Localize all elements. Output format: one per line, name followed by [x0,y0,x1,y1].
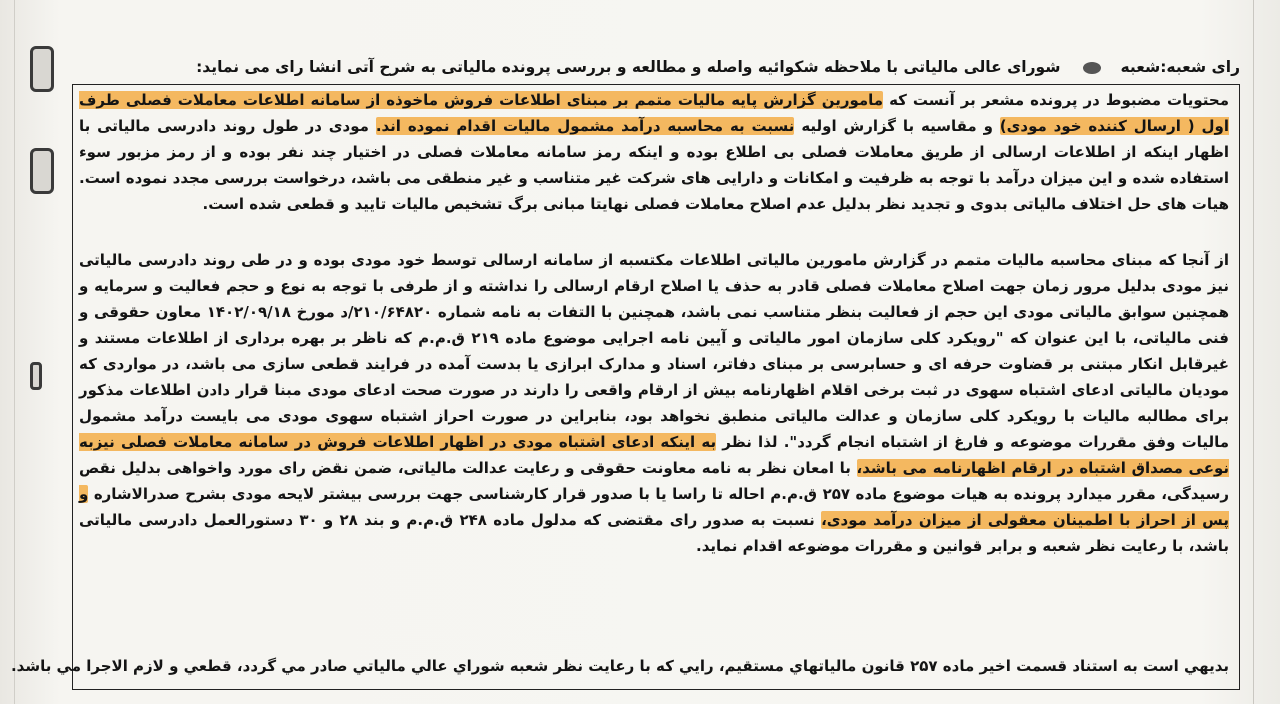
text-segment: از آنجا که مبنای محاسبه مالیات متمم در گزارش مامورین مالیاتی اطلاعات مکتسبه از سامانه ارسالی توسط خود مودی بوده و در طی روند دادرسی مالیاتی نیز مودی بدلیل مرور زمان جهت اصلاح معاملات فصلی قادر به حذف یا اصلاح ارقام ارسالی را نداشته و از طرفی با توجه به نوع و حجم فعالیت و سرمایه و همچنین سوابق مالیاتی مودی این حجم از فعالیت بنظر متناسب نمی باشد، همچنین با التفات به نامه شماره ۲۱۰/۶۴۸۲۰/د مورخ ۱۴۰۲/۰۹/۱۸ معاون حقوقی و فنی مالیاتی، با این عنوان که "رویکرد کلی سازمان امور مالیاتی و آیین نامه اجرایی موضوع ماده ۲۱۹ ق.م.م که ناظر بر بهره برداری از اطلاعات مستند و غیرقابل انکار مبتنی بر قضاوت حرفه ای و حسابرسی بر مبنای دفاتر، اسناد و مدارک ابرازی یا بدست آمده در فرایند قطعی سازی می باشد، در مواردی که مودیان مالیاتی ادعای اشتباه سهوی در ثبت برخی اقلام اظهارنامه بیش از ارقام واقعی را دارند در صورت صحت ادعای مودی مبنا قرار دادن اطلاعات مذکور برای مطالبه مالیات با رویکرد کلی سازمان و عدالت مالیاتی منطبق نخواهد بود، بنابراین در صورت احراز اشتباه سهوی مودی می بایست درآمد مشمول مالیات وفق مقررات موضوعه و فارغ از اشتباه انجام گردد". لذا نظر [79,251,1229,451]
binder-hole-icon [30,148,54,194]
ruling-text-box [10,84,1240,690]
paragraph-facts [79,87,1229,217]
text-segment: و مقاسیه با گزارش اولیه [794,117,1000,135]
highlighted-text: مامورین گزارش پایه مالیات متمم بر مبنای اطلاعات فروش ماخوذه از سامانه اطلاعات معاملات فصلی طرف اول ( ارسال کننده خود مودی) [79,91,1229,135]
ruling-header [60,50,1240,84]
text-segment: مودی در طول روند دادرسی مالیاتی با اظهار اینکه از اطلاعات ارسالی از طریق معاملات فصلی بی اطلاع بوده و اینکه رمز سامانه معاملات فصلی در اختیار چند نفر بوده و از رمز مزبور سوء استفاده شده و این میزان درآمد با توجه به ظرفیت و امکانات و دارایی های شرکت غیر متناسب و غیر منطقی می باشد، درخواست بررسی مجدد نموده است. هیات های حل اختلاف مالیاتی بدوی و تجدید نظر بدلیل عدم اصلاح معاملات فصلی نهایتا مبانی برگ تشخیص مالیات تایید و قطعی شده است. [79,117,1229,213]
branch-label: رای شعبه:شعبه [1120,58,1240,76]
binder-hole-icon [30,46,54,92]
text-segment: محتویات مضبوط در پرونده مشعر بر آنست که [883,91,1229,109]
highlighted-text: نسبت به محاسبه درآمد مشمول مالیات اقدام نموده اند. [375,117,795,135]
final-statement: بديهي است به استناد قسمت اخير ماده ۲۵۷ قانون مالياتهاي مستقيم، رايي كه با رعايت نظر شعبه شوراي عالي مالياتي صادر مي گردد، قطعي و لازم الاجرا مي باشد. [10,657,1229,675]
highlighted-text: و پس از احراز با اطمینان معقولی از میزان درآمد مودی، [79,485,1229,529]
right-binding-edge [1253,0,1274,704]
text-segment: نسبت به صدور رای مقتضی که مدلول ماده ۲۴۸ ق.م.م و بند ۲۸ و ۳۰ دستورالعمل دادرسی مالیاتی باشد، با رعایت نظر شعبه و برابر قوانین و مقررات موضوعه اقدام نماید. [79,511,1229,555]
binder-hole-icon [30,362,42,390]
header-title: شورای عالی مالیاتی با ملاحظه شکوائیه واصله و مطالعه و بررسی پرونده مالیاتی به شرح آتی انشا رای می نماید: [196,58,1061,76]
text-segment: با امعان نظر به نامه معاونت حقوقی و رعایت عدالت مالیاتی، ضمن نقض رای مورد واخواهی بدلیل نقص رسیدگی، مقرر میدارد پرونده به هیات موضوع ماده ۲۵۷ ق.م.م احاله تا راسا یا با صدور قرار کارشناسی جهت بررسی بیشتر لایحه مودی بشرح صدرالاشاره [79,459,1230,503]
highlighted-text: به اینکه ادعای اشتباه مودی در اظهار اطلاعات فروش در سامانه معاملات فصلی نیزبه نوعی مصداق اشتباه در ارقام اظهارنامه می باشد، [79,433,1229,477]
ink-stamp-icon [1083,62,1101,74]
paragraph-reasoning [79,247,1229,559]
page-edge [14,0,15,704]
